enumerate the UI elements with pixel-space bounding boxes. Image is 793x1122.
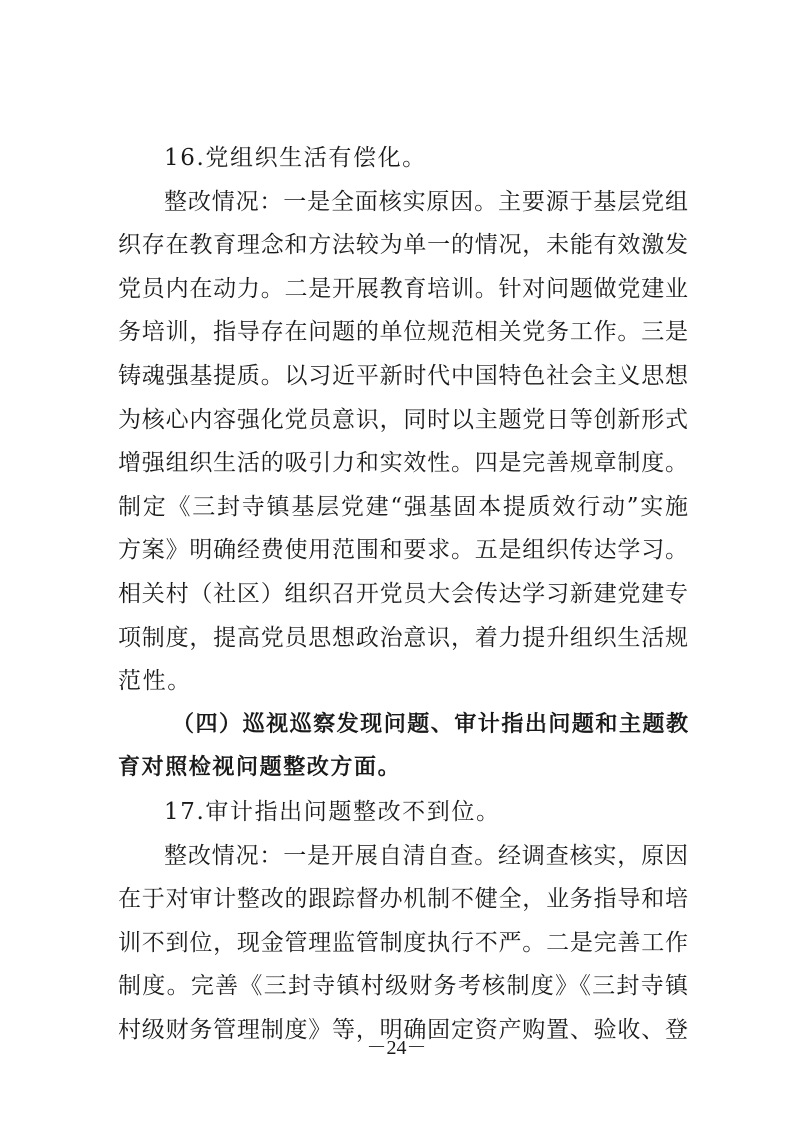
body-line: 制定《三封寺镇基层党建“强基固本提质效行动”实施 <box>118 494 688 520</box>
section-heading-4-cont: 育对照检视问题整改方面。 <box>118 755 402 780</box>
item-16-heading: 16.党组织生活有偿化。 <box>164 145 427 171</box>
body-line: 务培训，指导存在问题的单位规范相关党务工作。三是 <box>118 319 688 345</box>
section-heading-4: （四）巡视巡察发现问题、审计指出问题和主题教 <box>172 712 688 737</box>
body-line: 整改情况：一是全面核实原因。主要源于基层党组 <box>164 189 688 215</box>
page-number: －24－ <box>366 1037 427 1059</box>
body-line: 项制度，提高党员思想政治意识，着力提升组织生活规 <box>118 625 688 651</box>
body-line: 在于对审计整改的跟踪督办机制不健全，业务指导和培 <box>118 886 688 912</box>
body-line: 相关村（社区）组织召开党员大会传达学习新建党建专 <box>118 581 688 607</box>
body-line: 增强组织生活的吸引力和实效性。四是完善规章制度。 <box>118 450 688 476</box>
body-line: 为核心内容强化党员意识，同时以主题党日等创新形式 <box>118 407 688 433</box>
body-line: 制度。完善《三封寺镇村级财务考核制度》《三封寺镇 <box>118 973 688 999</box>
item-17-heading: 17.审计指出问题整改不到位。 <box>164 799 501 825</box>
body-line: 训不到位，现金管理监管制度执行不严。二是完善工作 <box>118 930 688 956</box>
body-line: 织存在教育理念和方法较为单一的情况，未能有效激发 <box>118 232 688 258</box>
body-line: 村级财务管理制度》等，明确固定资产购置、验收、登 <box>118 1017 688 1043</box>
body-line: 方案》明确经费使用范围和要求。五是组织传达学习。 <box>118 537 688 563</box>
body-line: 党员内在动力。二是开展教育培训。针对问题做党建业 <box>118 276 688 302</box>
body-line: 范性。 <box>118 668 192 694</box>
body-line: 整改情况：一是开展自清自查。经调查核实，原因 <box>164 843 688 869</box>
body-line: 铸魂强基提质。以习近平新时代中国特色社会主义思想 <box>118 363 688 389</box>
